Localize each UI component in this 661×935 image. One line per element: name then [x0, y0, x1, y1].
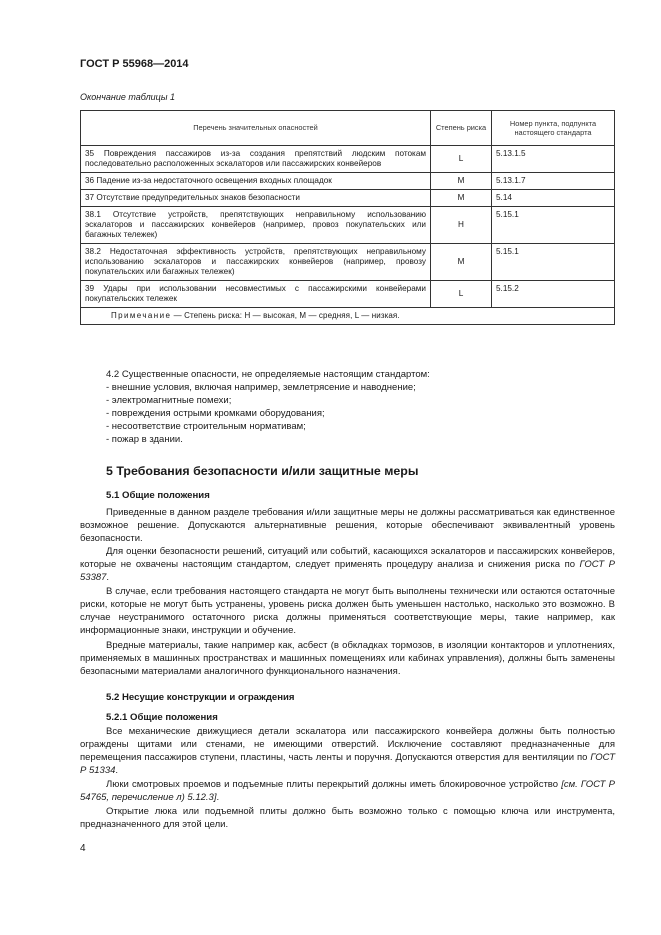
paragraph: Приведенные в данном разделе требования и/или защитные меры не должны рассматриваться как единственное возможное решение. Допускаются альтернативные решения, которые обеспечивают эквивалентный уровень безопасности.: [80, 507, 615, 544]
risk-cell: M: [431, 244, 492, 281]
hazard-cell: 39 Удары при использовании несовместимых с пассажирскими конвейерами покупательских тележек: [81, 281, 431, 308]
table-note-row: [81, 308, 615, 325]
table-row: [81, 244, 615, 281]
document-header: ГОСТ Р 55968—2014: [80, 58, 189, 70]
list-item: - электромагнитные помехи;: [106, 395, 232, 406]
paragraph-text: .: [115, 764, 119, 776]
clause-cell: 5.13.1.7: [492, 173, 615, 190]
paragraph-text: Люки смотровых проемов и подъемные плиты перекрытий должны иметь блокировочное устройство: [106, 779, 562, 790]
list-item: - повреждения острыми кромками оборудования;: [106, 408, 325, 419]
table-row: [81, 190, 615, 207]
paragraph-text: .: [106, 571, 110, 583]
hazard-cell: 35 Повреждения пассажиров из-за создания препятствий людским потокам последовательно расположенных эскалаторов или пассажирских конвейеров: [81, 146, 431, 173]
risk-cell: H: [431, 207, 492, 244]
header-hazards: Перечень значительных опасностей: [81, 111, 431, 146]
header-risk: Степень риска: [431, 111, 492, 146]
table-caption: Окончание таблицы 1: [80, 92, 175, 102]
table-row: [81, 207, 615, 244]
hazard-cell: 38.1 Отсутствие устройств, препятствующих неправильному использованию эскалаторов и пассажирских конвейеров (например, провоз покупательских или багажных тележек): [81, 207, 431, 244]
table-note: [81, 308, 615, 325]
note-text: — Степень риска: H — высокая, M — средняя, L — низкая.: [173, 311, 400, 320]
section-5-title: 5 Требования безопасности и/или защитные меры: [106, 464, 419, 478]
risk-cell: L: [431, 281, 492, 308]
paragraph: [80, 779, 615, 805]
paragraph: В случае, если требования настоящего стандарта не могут быть выполнены технически или остаются остаточные риски, которые не могут быть устранены, уровень риска должен быть уменьшен настолько, насколько это возможно. В случае неустранимого остаточного риска должны применяться соответствующие меры, такие например, как информационные знаки, инструкции и обучение.: [80, 586, 615, 636]
section-4-2-intro: 4.2 Существенные опасности, не определяемые настоящим стандартом:: [106, 369, 430, 380]
section-5-1-title: 5.1 Общие положения: [106, 490, 210, 501]
clause-cell: 5.13.1.5: [492, 146, 615, 173]
list-item: - пожар в здании.: [106, 434, 183, 445]
clause-cell: 5.15.2: [492, 281, 615, 308]
hazard-cell: 38.2 Недостаточная эффективность устройств, препятствующих неправильному использованию эскалаторов и пассажирских конвейеров (например, провозу покупательских или багажных тележек): [81, 244, 431, 281]
standard-reference: [см. ГОСТ Р 54765, перечисление л) 5.12.3]: [80, 779, 615, 803]
section-5-2-1-title: 5.2.1 Общие положения: [106, 712, 218, 723]
header-clause: Номер пункта, подпункта настоящего стандарта: [492, 111, 615, 146]
paragraph-text: Для оценки безопасности решений, ситуаций или событий, касающихся эскалаторов и пассажирских конвейеров, которые не охвачены настоящим стандартом, следует применять процедуру анализа и снижения риска по: [80, 546, 615, 570]
hazard-cell: 37 Отсутствие предупредительных знаков безопасности: [81, 190, 431, 207]
paragraph-text: Все механические движущиеся детали эскалатора или пассажирского конвейера должны быть полностью ограждены щитами или стенами, не имеющими отверстий. Исключение составляют предназначенные для перемещения пассажиров ступени, пластины, часть ленты и поручня. Допускаются отверстия для вентиляции по: [80, 726, 615, 763]
table-row: [81, 281, 615, 308]
paragraph: [80, 546, 615, 585]
clause-cell: 5.14: [492, 190, 615, 207]
list-item: - внешние условия, включая например, землетрясение и наводнение;: [106, 382, 416, 393]
paragraph-text: .: [216, 791, 220, 803]
table-header-row: [81, 111, 615, 146]
page-number: 4: [80, 843, 86, 854]
table-row: [81, 146, 615, 173]
section-5-2-title: 5.2 Несущие конструкции и ограждения: [106, 692, 295, 703]
standard-reference: ГОСТ Р 53387: [80, 558, 615, 583]
risk-cell: L: [431, 146, 492, 173]
hazards-table: [80, 110, 615, 325]
hazard-cell: 36 Падение из-за недостаточного освещения входных площадок: [81, 173, 431, 190]
risk-cell: M: [431, 190, 492, 207]
note-label: Примечание: [111, 311, 172, 320]
standard-reference: ГОСТ Р 51334: [80, 751, 615, 776]
paragraph: [80, 726, 615, 778]
paragraph: Вредные материалы, такие например как, асбест (в обкладках тормозов, в изоляции контакторов и уплотнениях, применяемых в машинных пространствах и машинных помещениях или кабинах управления), должны быть заменены безопасными материалами аналогичного функционального назначения.: [80, 640, 615, 677]
risk-cell: M: [431, 173, 492, 190]
table-row: [81, 173, 615, 190]
clause-cell: 5.15.1: [492, 244, 615, 281]
paragraph: Открытие люка или подъемной плиты должно быть возможно только с помощью ключа или инструмента, предназначенного для этой цели.: [80, 806, 615, 830]
clause-cell: 5.15.1: [492, 207, 615, 244]
list-item: - несоответствие строительным нормативам;: [106, 421, 306, 432]
